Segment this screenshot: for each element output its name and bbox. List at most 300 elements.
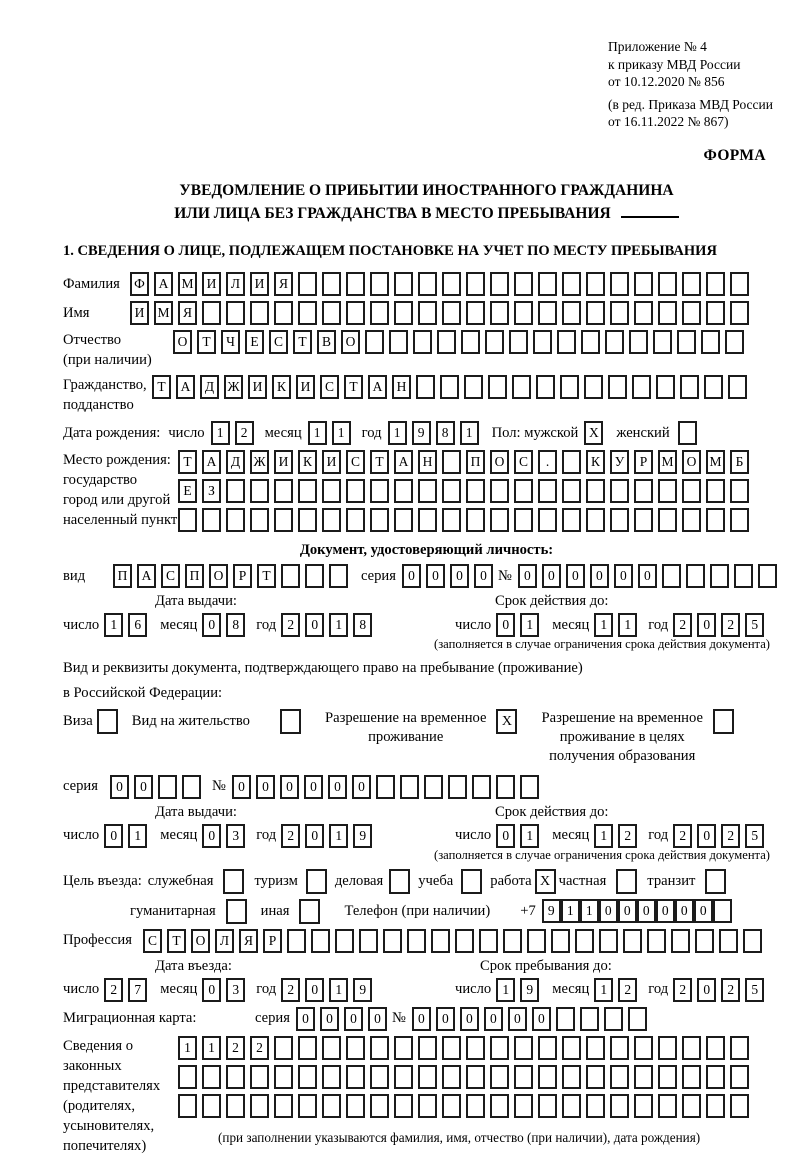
char-cell[interactable] <box>287 929 306 953</box>
char-cell[interactable]: 1 <box>594 613 613 637</box>
char-cell[interactable]: 1 <box>329 824 348 848</box>
char-cell[interactable]: Л <box>226 272 245 296</box>
char-cell[interactable] <box>370 272 389 296</box>
char-cell[interactable] <box>562 1036 581 1060</box>
char-cell[interactable] <box>538 1036 557 1060</box>
char-cell[interactable] <box>346 479 365 503</box>
char-cell[interactable] <box>562 301 581 325</box>
char-cell[interactable]: Р <box>233 564 252 588</box>
char-cell[interactable] <box>580 1007 599 1031</box>
char-cell[interactable]: 0 <box>697 824 716 848</box>
char-cell[interactable] <box>556 1007 575 1031</box>
char-cell[interactable] <box>490 479 509 503</box>
char-cell[interactable] <box>586 272 605 296</box>
char-cell[interactable] <box>706 479 725 503</box>
char-cell[interactable]: 1 <box>594 824 613 848</box>
char-cell[interactable] <box>628 1007 647 1031</box>
char-cell[interactable] <box>250 1065 269 1089</box>
purpose-transit-checkbox[interactable] <box>705 869 726 894</box>
char-cell[interactable]: 0 <box>436 1007 455 1031</box>
char-cell[interactable] <box>274 1065 293 1089</box>
char-cell[interactable] <box>442 1065 461 1089</box>
char-cell[interactable]: 2 <box>673 824 692 848</box>
char-cell[interactable]: 9 <box>353 824 372 848</box>
char-cell[interactable]: 5 <box>745 824 764 848</box>
char-cell[interactable] <box>658 1065 677 1089</box>
char-cell[interactable] <box>562 272 581 296</box>
char-cell[interactable] <box>479 929 498 953</box>
char-cell[interactable]: 1 <box>211 421 230 445</box>
char-cell[interactable] <box>671 929 690 953</box>
char-cell[interactable]: Т <box>197 330 216 354</box>
char-cell[interactable] <box>472 775 491 799</box>
char-cell[interactable] <box>562 1065 581 1089</box>
char-cell[interactable] <box>706 272 725 296</box>
char-cell[interactable] <box>730 479 749 503</box>
char-cell[interactable] <box>178 508 197 532</box>
char-cell[interactable] <box>389 330 408 354</box>
char-cell[interactable] <box>298 508 317 532</box>
char-cell[interactable]: О <box>490 450 509 474</box>
char-cell[interactable] <box>274 1094 293 1118</box>
char-cell[interactable] <box>322 1094 341 1118</box>
char-cell[interactable] <box>730 1036 749 1060</box>
char-cell[interactable] <box>634 272 653 296</box>
char-cell[interactable] <box>653 330 672 354</box>
char-cell[interactable]: 0 <box>304 775 323 799</box>
char-cell[interactable] <box>557 330 576 354</box>
char-cell[interactable]: 2 <box>721 613 740 637</box>
char-cell[interactable]: Д <box>200 375 219 399</box>
char-cell[interactable]: 0 <box>305 824 324 848</box>
char-cell[interactable] <box>394 301 413 325</box>
purpose-official-checkbox[interactable] <box>223 869 244 894</box>
char-cell[interactable]: Р <box>634 450 653 474</box>
char-cell[interactable] <box>440 375 459 399</box>
char-cell[interactable] <box>634 1036 653 1060</box>
char-cell[interactable] <box>562 450 581 474</box>
char-cell[interactable] <box>713 899 732 923</box>
char-cell[interactable]: 1 <box>332 421 351 445</box>
char-cell[interactable]: 1 <box>308 421 327 445</box>
char-cell[interactable] <box>466 272 485 296</box>
char-cell[interactable]: Я <box>239 929 258 953</box>
char-cell[interactable]: С <box>269 330 288 354</box>
char-cell[interactable]: 1 <box>520 824 539 848</box>
char-cell[interactable]: Е <box>178 479 197 503</box>
char-cell[interactable] <box>710 564 729 588</box>
char-cell[interactable] <box>490 508 509 532</box>
char-cell[interactable]: С <box>143 929 162 953</box>
char-cell[interactable] <box>496 775 515 799</box>
char-cell[interactable]: И <box>274 450 293 474</box>
char-cell[interactable] <box>586 1094 605 1118</box>
char-cell[interactable]: 0 <box>320 1007 339 1031</box>
char-cell[interactable]: И <box>322 450 341 474</box>
temp-residence-checkbox[interactable]: X <box>496 709 517 734</box>
char-cell[interactable] <box>536 375 555 399</box>
char-cell[interactable]: М <box>154 301 173 325</box>
char-cell[interactable]: 2 <box>235 421 254 445</box>
char-cell[interactable] <box>178 1065 197 1089</box>
char-cell[interactable] <box>298 272 317 296</box>
char-cell[interactable] <box>461 330 480 354</box>
char-cell[interactable]: И <box>250 272 269 296</box>
char-cell[interactable]: С <box>346 450 365 474</box>
char-cell[interactable]: Ж <box>224 375 243 399</box>
char-cell[interactable]: 1 <box>104 613 123 637</box>
char-cell[interactable]: 0 <box>344 1007 363 1031</box>
char-cell[interactable]: 0 <box>110 775 129 799</box>
char-cell[interactable] <box>442 508 461 532</box>
char-cell[interactable] <box>158 775 177 799</box>
char-cell[interactable] <box>418 479 437 503</box>
char-cell[interactable] <box>610 301 629 325</box>
char-cell[interactable]: К <box>586 450 605 474</box>
char-cell[interactable] <box>634 1065 653 1089</box>
char-cell[interactable] <box>322 479 341 503</box>
char-cell[interactable] <box>178 1094 197 1118</box>
char-cell[interactable] <box>538 301 557 325</box>
char-cell[interactable]: 6 <box>128 613 147 637</box>
char-cell[interactable] <box>629 330 648 354</box>
char-cell[interactable] <box>370 1065 389 1089</box>
char-cell[interactable]: Н <box>418 450 437 474</box>
char-cell[interactable]: Я <box>274 272 293 296</box>
char-cell[interactable] <box>695 929 714 953</box>
char-cell[interactable]: 1 <box>329 613 348 637</box>
char-cell[interactable]: Ч <box>221 330 240 354</box>
char-cell[interactable] <box>431 929 450 953</box>
char-cell[interactable] <box>250 301 269 325</box>
char-cell[interactable] <box>442 450 461 474</box>
char-cell[interactable]: 0 <box>412 1007 431 1031</box>
char-cell[interactable] <box>418 1065 437 1089</box>
char-cell[interactable]: П <box>185 564 204 588</box>
char-cell[interactable]: 0 <box>104 824 123 848</box>
char-cell[interactable] <box>730 508 749 532</box>
char-cell[interactable]: О <box>173 330 192 354</box>
char-cell[interactable] <box>725 330 744 354</box>
char-cell[interactable]: 0 <box>590 564 609 588</box>
char-cell[interactable] <box>335 929 354 953</box>
char-cell[interactable]: 0 <box>296 1007 315 1031</box>
char-cell[interactable]: 2 <box>618 978 637 1002</box>
char-cell[interactable]: 5 <box>745 613 764 637</box>
char-cell[interactable] <box>202 1065 221 1089</box>
char-cell[interactable] <box>418 508 437 532</box>
char-cell[interactable] <box>584 375 603 399</box>
residence-permit-checkbox[interactable] <box>280 709 301 734</box>
char-cell[interactable]: Ф <box>130 272 149 296</box>
char-cell[interactable] <box>226 301 245 325</box>
char-cell[interactable] <box>322 272 341 296</box>
purpose-business-checkbox[interactable] <box>389 869 410 894</box>
char-cell[interactable]: А <box>368 375 387 399</box>
char-cell[interactable]: Т <box>152 375 171 399</box>
char-cell[interactable]: М <box>706 450 725 474</box>
char-cell[interactable] <box>730 301 749 325</box>
char-cell[interactable] <box>514 272 533 296</box>
char-cell[interactable] <box>346 272 365 296</box>
char-cell[interactable] <box>250 508 269 532</box>
char-cell[interactable]: О <box>191 929 210 953</box>
char-cell[interactable] <box>682 272 701 296</box>
char-cell[interactable]: П <box>113 564 132 588</box>
char-cell[interactable]: 0 <box>256 775 275 799</box>
char-cell[interactable] <box>455 929 474 953</box>
char-cell[interactable] <box>682 1065 701 1089</box>
char-cell[interactable] <box>226 1065 245 1089</box>
char-cell[interactable]: 2 <box>721 824 740 848</box>
temp-residence-edu-checkbox[interactable] <box>713 709 734 734</box>
visa-checkbox[interactable] <box>97 709 118 734</box>
char-cell[interactable] <box>346 1094 365 1118</box>
char-cell[interactable] <box>490 272 509 296</box>
char-cell[interactable]: 0 <box>305 978 324 1002</box>
char-cell[interactable]: 2 <box>673 613 692 637</box>
char-cell[interactable] <box>418 301 437 325</box>
char-cell[interactable]: М <box>658 450 677 474</box>
char-cell[interactable] <box>538 1065 557 1089</box>
char-cell[interactable]: 0 <box>232 775 251 799</box>
char-cell[interactable] <box>604 1007 623 1031</box>
char-cell[interactable]: 1 <box>128 824 147 848</box>
char-cell[interactable] <box>466 479 485 503</box>
char-cell[interactable] <box>416 375 435 399</box>
char-cell[interactable]: 0 <box>618 899 637 923</box>
char-cell[interactable] <box>701 330 720 354</box>
char-cell[interactable] <box>466 1094 485 1118</box>
char-cell[interactable]: И <box>202 272 221 296</box>
char-cell[interactable]: Н <box>392 375 411 399</box>
char-cell[interactable]: К <box>272 375 291 399</box>
char-cell[interactable] <box>514 1094 533 1118</box>
char-cell[interactable]: 0 <box>638 564 657 588</box>
char-cell[interactable] <box>365 330 384 354</box>
char-cell[interactable] <box>298 1036 317 1060</box>
char-cell[interactable] <box>704 375 723 399</box>
char-cell[interactable]: 0 <box>694 899 713 923</box>
char-cell[interactable] <box>322 1036 341 1060</box>
char-cell[interactable] <box>442 1094 461 1118</box>
char-cell[interactable]: 3 <box>226 824 245 848</box>
char-cell[interactable] <box>274 301 293 325</box>
char-cell[interactable]: 2 <box>281 613 300 637</box>
char-cell[interactable] <box>610 1036 629 1060</box>
char-cell[interactable]: 9 <box>542 899 561 923</box>
char-cell[interactable]: 0 <box>532 1007 551 1031</box>
char-cell[interactable] <box>538 272 557 296</box>
char-cell[interactable] <box>586 1036 605 1060</box>
char-cell[interactable] <box>400 775 419 799</box>
char-cell[interactable] <box>418 1094 437 1118</box>
char-cell[interactable]: 0 <box>614 564 633 588</box>
char-cell[interactable] <box>250 479 269 503</box>
char-cell[interactable] <box>538 479 557 503</box>
char-cell[interactable] <box>311 929 330 953</box>
char-cell[interactable] <box>490 1036 509 1060</box>
char-cell[interactable]: 0 <box>566 564 585 588</box>
char-cell[interactable]: Т <box>370 450 389 474</box>
char-cell[interactable] <box>647 929 666 953</box>
char-cell[interactable] <box>370 508 389 532</box>
char-cell[interactable] <box>226 1094 245 1118</box>
char-cell[interactable]: 0 <box>496 824 515 848</box>
char-cell[interactable] <box>728 375 747 399</box>
char-cell[interactable] <box>370 1036 389 1060</box>
char-cell[interactable]: 9 <box>412 421 431 445</box>
char-cell[interactable]: 0 <box>637 899 656 923</box>
char-cell[interactable] <box>706 1065 725 1089</box>
char-cell[interactable] <box>560 375 579 399</box>
char-cell[interactable] <box>610 1094 629 1118</box>
char-cell[interactable] <box>413 330 432 354</box>
char-cell[interactable] <box>514 301 533 325</box>
char-cell[interactable]: 0 <box>202 978 221 1002</box>
char-cell[interactable] <box>658 508 677 532</box>
char-cell[interactable]: 0 <box>426 564 445 588</box>
char-cell[interactable] <box>376 775 395 799</box>
char-cell[interactable] <box>758 564 777 588</box>
char-cell[interactable]: 0 <box>402 564 421 588</box>
char-cell[interactable] <box>442 272 461 296</box>
char-cell[interactable]: 0 <box>460 1007 479 1031</box>
purpose-humanitarian-checkbox[interactable] <box>226 899 247 924</box>
char-cell[interactable] <box>281 564 300 588</box>
char-cell[interactable] <box>298 1094 317 1118</box>
char-cell[interactable]: 0 <box>280 775 299 799</box>
char-cell[interactable] <box>394 1036 413 1060</box>
char-cell[interactable] <box>359 929 378 953</box>
char-cell[interactable]: 2 <box>673 978 692 1002</box>
char-cell[interactable] <box>512 375 531 399</box>
char-cell[interactable] <box>394 272 413 296</box>
char-cell[interactable] <box>274 1036 293 1060</box>
char-cell[interactable] <box>551 929 570 953</box>
char-cell[interactable] <box>182 775 201 799</box>
char-cell[interactable]: 1 <box>388 421 407 445</box>
char-cell[interactable]: 1 <box>561 899 580 923</box>
char-cell[interactable] <box>514 1036 533 1060</box>
char-cell[interactable]: 2 <box>618 824 637 848</box>
char-cell[interactable]: 1 <box>496 978 515 1002</box>
char-cell[interactable]: 3 <box>226 978 245 1002</box>
char-cell[interactable] <box>586 1065 605 1089</box>
char-cell[interactable] <box>743 929 762 953</box>
char-cell[interactable]: 2 <box>104 978 123 1002</box>
char-cell[interactable] <box>274 508 293 532</box>
char-cell[interactable]: И <box>296 375 315 399</box>
char-cell[interactable] <box>610 508 629 532</box>
purpose-other-checkbox[interactable] <box>299 899 320 924</box>
char-cell[interactable] <box>488 375 507 399</box>
char-cell[interactable] <box>370 479 389 503</box>
char-cell[interactable] <box>562 508 581 532</box>
char-cell[interactable]: Д <box>226 450 245 474</box>
char-cell[interactable] <box>706 508 725 532</box>
char-cell[interactable] <box>274 479 293 503</box>
char-cell[interactable] <box>730 1065 749 1089</box>
char-cell[interactable]: 0 <box>368 1007 387 1031</box>
char-cell[interactable]: 0 <box>675 899 694 923</box>
char-cell[interactable]: 0 <box>328 775 347 799</box>
char-cell[interactable] <box>610 1065 629 1089</box>
purpose-private-checkbox[interactable] <box>616 869 637 894</box>
char-cell[interactable] <box>329 564 348 588</box>
char-cell[interactable] <box>730 1094 749 1118</box>
char-cell[interactable] <box>686 564 705 588</box>
char-cell[interactable] <box>298 301 317 325</box>
char-cell[interactable]: М <box>178 272 197 296</box>
char-cell[interactable]: Е <box>245 330 264 354</box>
char-cell[interactable] <box>514 479 533 503</box>
char-cell[interactable] <box>706 301 725 325</box>
char-cell[interactable]: О <box>682 450 701 474</box>
purpose-study-checkbox[interactable] <box>461 869 482 894</box>
char-cell[interactable] <box>608 375 627 399</box>
char-cell[interactable] <box>514 508 533 532</box>
char-cell[interactable] <box>562 1094 581 1118</box>
char-cell[interactable] <box>466 508 485 532</box>
char-cell[interactable]: С <box>320 375 339 399</box>
char-cell[interactable] <box>503 929 522 953</box>
char-cell[interactable]: А <box>394 450 413 474</box>
sex-male-checkbox[interactable]: X <box>584 421 603 445</box>
char-cell[interactable]: 2 <box>226 1036 245 1060</box>
char-cell[interactable]: 0 <box>474 564 493 588</box>
char-cell[interactable] <box>514 1065 533 1089</box>
purpose-tourism-checkbox[interactable] <box>306 869 327 894</box>
char-cell[interactable] <box>520 775 539 799</box>
char-cell[interactable]: 1 <box>580 899 599 923</box>
char-cell[interactable] <box>202 1094 221 1118</box>
char-cell[interactable] <box>634 479 653 503</box>
char-cell[interactable]: 1 <box>618 613 637 637</box>
char-cell[interactable]: Б <box>730 450 749 474</box>
char-cell[interactable] <box>298 479 317 503</box>
char-cell[interactable]: 2 <box>721 978 740 1002</box>
char-cell[interactable] <box>448 775 467 799</box>
char-cell[interactable]: 2 <box>250 1036 269 1060</box>
char-cell[interactable] <box>623 929 642 953</box>
char-cell[interactable]: 0 <box>202 824 221 848</box>
char-cell[interactable]: 7 <box>128 978 147 1002</box>
char-cell[interactable]: П <box>466 450 485 474</box>
char-cell[interactable]: 9 <box>520 978 539 1002</box>
char-cell[interactable]: Т <box>293 330 312 354</box>
char-cell[interactable] <box>658 301 677 325</box>
char-cell[interactable]: С <box>161 564 180 588</box>
char-cell[interactable] <box>658 1094 677 1118</box>
char-cell[interactable] <box>226 479 245 503</box>
char-cell[interactable]: 0 <box>542 564 561 588</box>
char-cell[interactable]: 2 <box>281 824 300 848</box>
char-cell[interactable] <box>605 330 624 354</box>
char-cell[interactable] <box>485 330 504 354</box>
char-cell[interactable] <box>305 564 324 588</box>
char-cell[interactable]: 0 <box>599 899 618 923</box>
char-cell[interactable] <box>538 1094 557 1118</box>
char-cell[interactable] <box>490 301 509 325</box>
char-cell[interactable]: 9 <box>353 978 372 1002</box>
char-cell[interactable]: З <box>202 479 221 503</box>
char-cell[interactable] <box>682 479 701 503</box>
char-cell[interactable] <box>527 929 546 953</box>
char-cell[interactable] <box>730 272 749 296</box>
char-cell[interactable]: И <box>130 301 149 325</box>
char-cell[interactable]: 0 <box>508 1007 527 1031</box>
